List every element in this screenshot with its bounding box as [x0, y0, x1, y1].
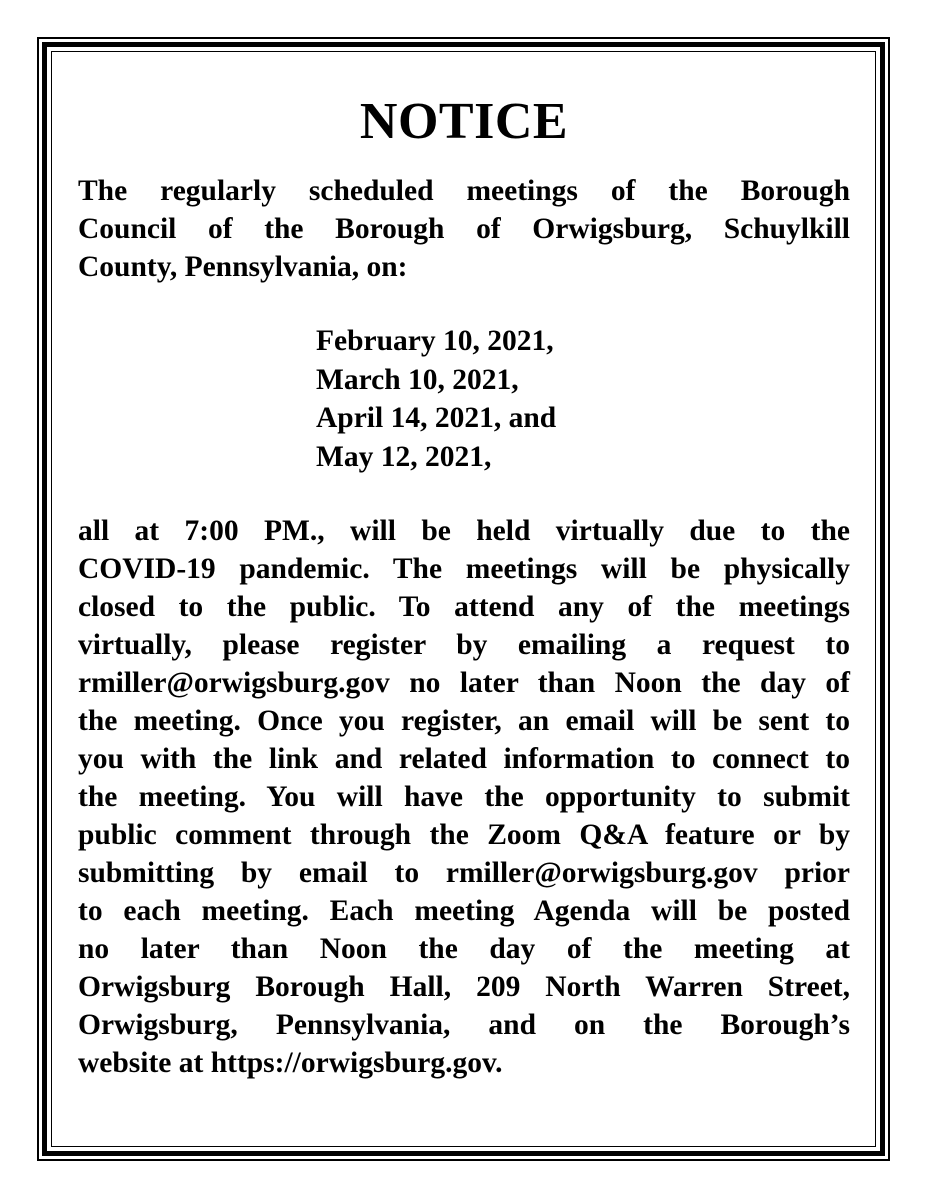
body-line-website: website at https://orwigsburg.gov. [78, 1047, 503, 1079]
meeting-date: May 12, 2021, [316, 440, 492, 473]
body-line: COVID-19 pandemic. The meetings will be physically [78, 553, 850, 585]
intro-paragraph [78, 172, 850, 286]
notice-title: NOTICE [359, 93, 569, 150]
body-line: no later than Noon the day of the meeting at [78, 933, 850, 965]
body-line: to each meeting. Each meeting Agenda will be posted [78, 895, 850, 927]
intro-line: County, Pennsylvania, on: [78, 251, 408, 283]
body-line-email: submitting by email to rmiller@orwigsburg.gov prior [78, 857, 850, 889]
body-line: you with the link and related information to connect to [78, 743, 850, 775]
meeting-date: March 10, 2021, [316, 363, 519, 396]
body-line: the meeting. Once you register, an email will be sent to [78, 705, 850, 737]
notice-content [78, 92, 850, 1082]
body-line: the meeting. You will have the opportunity to submit [78, 781, 850, 813]
body-line-address: Orwigsburg Borough Hall, 209 North Warren Street, [78, 971, 850, 1003]
body-line: virtually, please register by emailing a request to [78, 629, 850, 661]
meeting-date: April 14, 2021, and [316, 402, 557, 434]
details-paragraph [78, 512, 850, 1082]
body-line-email: rmiller@orwigsburg.gov no later than Noon the day of [78, 667, 850, 699]
body-line: closed to the public. To attend any of the meetings [78, 591, 850, 623]
intro-line: Council of the Borough of Orwigsburg, Schuylkill [78, 213, 850, 245]
body-line: Orwigsburg, Pennsylvania, and on the Borough’s [78, 1009, 850, 1041]
meeting-dates-list [316, 322, 850, 476]
body-line: all at 7:00 PM., will be held virtually due to the [78, 515, 850, 547]
intro-line: The regularly scheduled meetings of the Borough [78, 175, 850, 207]
meeting-date: February 10, 2021, [316, 325, 554, 357]
body-line: public comment through the Zoom Q&A feature or by [78, 819, 850, 851]
